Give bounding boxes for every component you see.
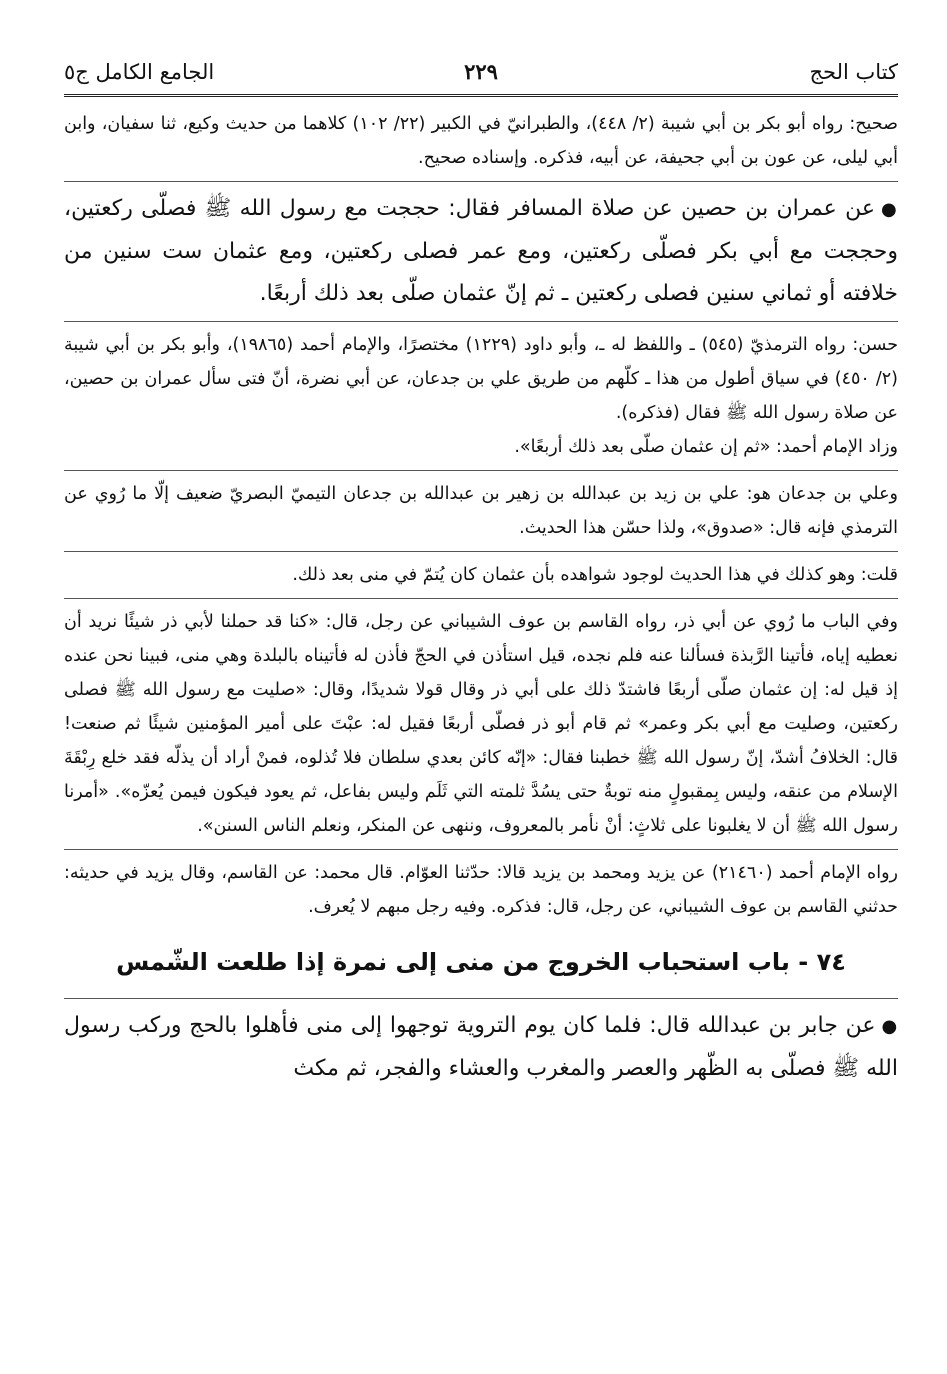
running-header [64,50,898,94]
hadith-text [64,1005,898,1090]
chapter-heading: ٧٤ - باب استحباب الخروج من منى إلى نمرة إذا طلعت الشّمس [116,948,846,976]
takhrij-note: وزاد الإمام أحمد: «ثم إن عثمان صلّى بعد ذلك أربعًا». [514,437,898,457]
hadith-body: عن عمران بن حصين عن صلاة المسافر فقال: حججت مع رسول الله ﷺ فصلّى ركعتين، وحججت مع أبي بكر فصلّى ركعتين، ومع عمر فصلى ركعتين، ومع عثمان ست سنين من خلافته أو ثماني سنين فصلى ركعتين ـ ثم إنّ عثمان صلّى بعد ذلك أربعًا. [64,196,898,306]
bullet-icon: ● [881,1016,898,1037]
section-divider [64,598,898,599]
hadith-text [64,188,898,315]
document-page [64,50,898,1094]
takhrij-note: قلت: وهو كذلك في هذا الحديث لوجود شواهده بأن عثمان كان يُتمّ في منى بعد ذلك. [292,565,898,585]
takhrij-note: وفي الباب ما رُوي عن أبي ذر، رواه القاسم بن عوف الشيباني عن رجل، قال: «كنا قد حملنا لأبي ذر شيئًا نريد أن نعطيه إياه، فأتينا الرَّبذة فسألنا عنه فلم نجده، قيل استأذن في الحجّ فأذن له فأتيناه بالبلدة وهي منى، فبينا نحن عنده إذ قيل له: إن عثمان صلّى أربعًا فاشتدّ ذلك على أبي ذر وقال قولا شديدًا، وقال: «صليت مع رسول الله ﷺ فصلى ركعتين، وصليت مع أبي بكر وعمر» ثم قام أبو ذر فصلّى أربعًا فقيل له: عبْتَ على أمير المؤمنين شيئًا ثم صنعت! قال: الخلافُ أشدّ، إنّ رسول الله ﷺ خطبنا فقال: «إنّه كائن بعدي سلطان فلا تُذلوه، فمنْ أراد أن يذلّه فقد خلع رِبْقَةَ الإسلام من عنقه، وليس بِمقبولٍ منه توبةٌ حتى يسُدَّ ثلمته التي ثَلَم وليس بفاعل، ثم يعود فيكون فيمن يُعزّه». «أمرنا رسول الله ﷺ أن لا يغلبونا على ثلاثٍ: أنْ نأمر بالمعروف، وننهى عن المنكر، ونعلم الناس السنن». [64,612,898,836]
bullet-icon: ● [880,199,898,220]
hadith-body: عن جابر بن عبدالله قال: فلما كان يوم التروية توجهوا إلى منى فأهلوا بالحج وركب رسول الله ﷺ فصلّى به الظّهر والعصر والمغرب والعشاء والفجر، ثم مكث [64,1013,898,1081]
header-rule [64,94,898,97]
book-title: كتاب الحج [809,60,898,84]
takhrij-note: صحيح: رواه أبو بكر بن أبي شيبة (٢/ ٤٤٨)، والطبرانيّ في الكبير (٢٢/ ١٠٢) كلاهما من حديث وكيع، ثنا سفيان، وابن أبي ليلى، عن عون بن أبي جحيفة، عن أبيه، فذكره. وإسناده صحيح. [64,114,898,168]
section-divider [64,321,898,322]
takhrij-note: رواه الإمام أحمد (٢١٤٦٠) عن يزيد ومحمد بن يزيد قالا: حدّثنا العوّام. قال محمد: عن القاسم، وقال يزيد في حديثه: حدثني القاسم بن عوف الشيباني، عن رجل، قال: فذكره. وفيه رجل مبهم لا يُعرف. [64,863,898,917]
section-divider [64,470,898,471]
section-divider [64,998,898,999]
section-divider [64,551,898,552]
takhrij-note: حسن: رواه الترمذيّ (٥٤٥) ـ واللفظ له ـ، وأبو داود (١٢٢٩) مختصرًا، والإمام أحمد (١٩٨٦٥)، وأبو بكر بن أبي شيبة (٢/ ٤٥٠) في سياق أطول من هذا ـ كلّهم من طريق علي بن جدعان، عن أبي نضرة، أنّ فتى سأل عمران بن حصين، عن صلاة رسول الله ﷺ فقال (فذكره). [64,335,899,423]
section-divider [64,849,898,850]
page-number: ٢٢٩ [464,59,498,84]
takhrij-note: وعلي بن جدعان هو: علي بن زيد بن عبدالله بن زهير بن عبدالله بن جدعان التيميّ البصريّ ضعيف إلّا ما رُوي عن الترمذي فإنه قال: «صدوق»، ولذا حسّن هذا الحديث. [64,484,898,538]
section-divider [64,181,898,182]
volume-title: الجامع الكامل ج٥ [64,60,215,84]
